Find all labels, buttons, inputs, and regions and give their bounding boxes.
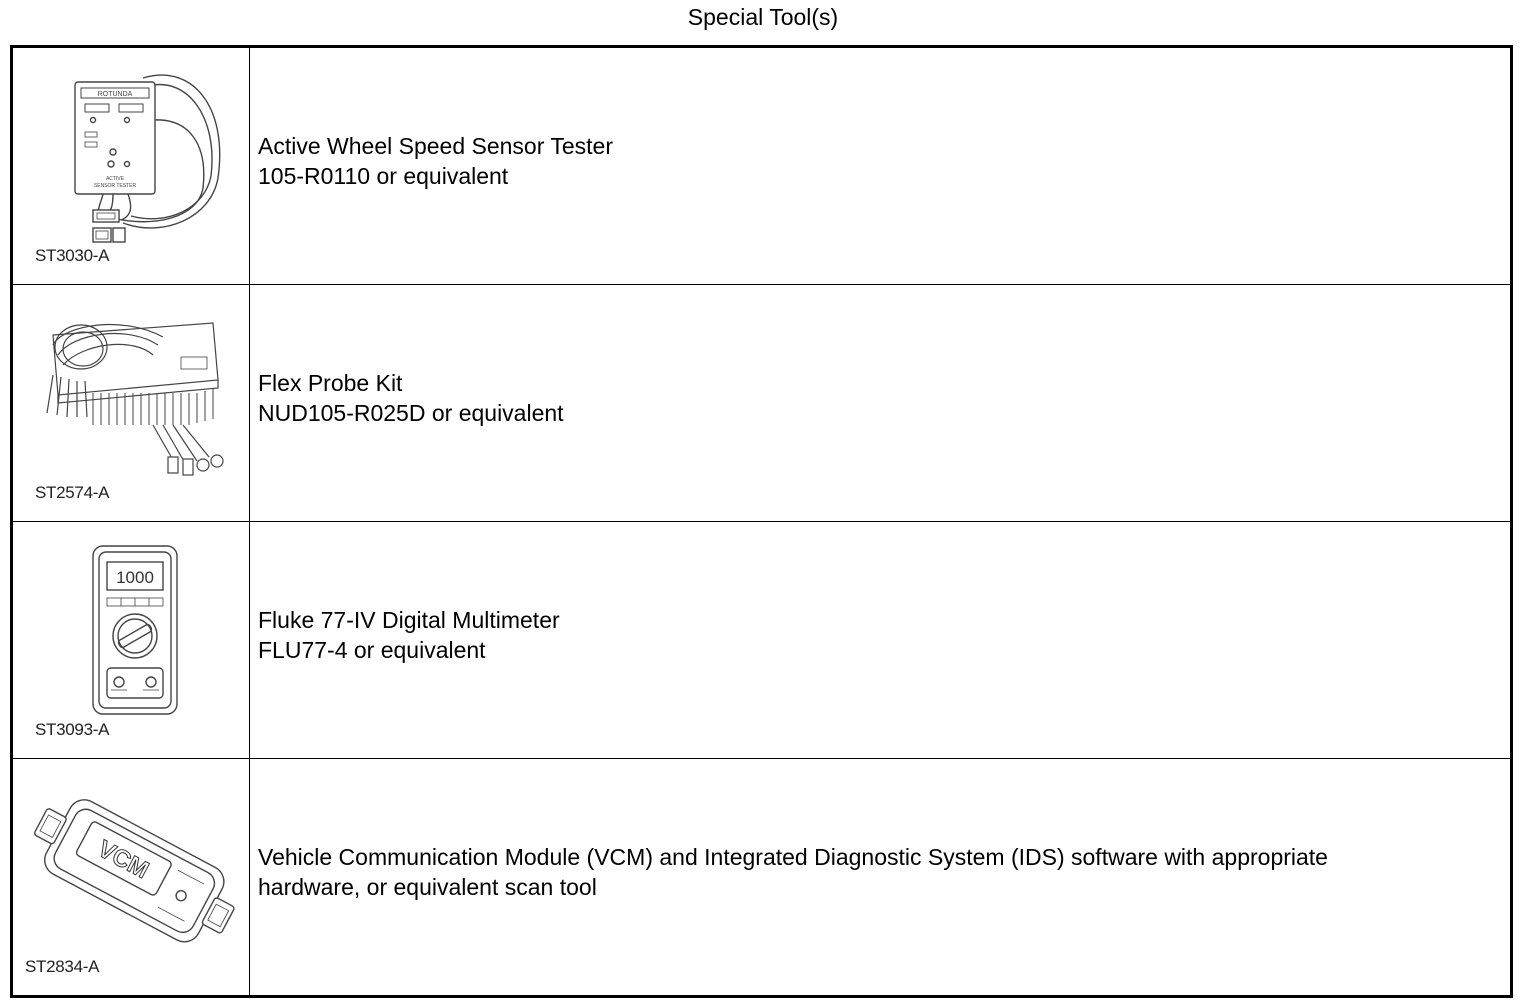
- device-brand-label: ROTUNDA: [97, 91, 133, 98]
- table-row: [12, 285, 1512, 522]
- table-row: [12, 759, 1512, 997]
- tool-image-cell: [12, 759, 250, 997]
- tool-description-cell: [250, 759, 1512, 997]
- tool-part-number: NUD105-R025D or equivalent: [258, 400, 564, 426]
- table-row: [12, 522, 1512, 759]
- tool-image-cell: [12, 285, 250, 522]
- tool-name: Vehicle Communication Module (VCM) and Integrated Diagnostic System (IDS) software with appropriate: [258, 844, 1328, 870]
- device-name-label: SENSOR TESTER: [93, 183, 137, 189]
- tool-code: ST3030-A: [35, 246, 110, 265]
- tool-image-cell: [12, 47, 250, 285]
- tool-name: Active Wheel Speed Sensor Tester: [258, 133, 613, 159]
- tool-description-cell: [250, 47, 1512, 285]
- tool-part-number: hardware, or equivalent scan tool: [258, 874, 597, 900]
- page-title: Special Tool(s): [687, 4, 839, 30]
- tool-part-number: 105-R0110 or equivalent: [258, 163, 509, 189]
- device-type-label: ACTIVE: [105, 176, 125, 182]
- special-tools-table: [10, 45, 1513, 998]
- tool-description-cell: [250, 522, 1512, 759]
- tool-image-cell: [12, 522, 250, 759]
- vcm-label: VCM: [93, 835, 154, 885]
- tool-code: ST3093-A: [35, 720, 110, 739]
- tool-description-cell: [250, 285, 1512, 522]
- display-reading: 1000: [116, 568, 154, 587]
- tool-part-number: FLU77-4 or equivalent: [258, 637, 486, 663]
- tool-name: Fluke 77-IV Digital Multimeter: [258, 607, 560, 633]
- tool-name: Flex Probe Kit: [258, 370, 403, 396]
- tool-code: ST2574-A: [35, 483, 110, 502]
- tool-code: ST2834-A: [25, 957, 100, 976]
- table-row: [12, 47, 1512, 285]
